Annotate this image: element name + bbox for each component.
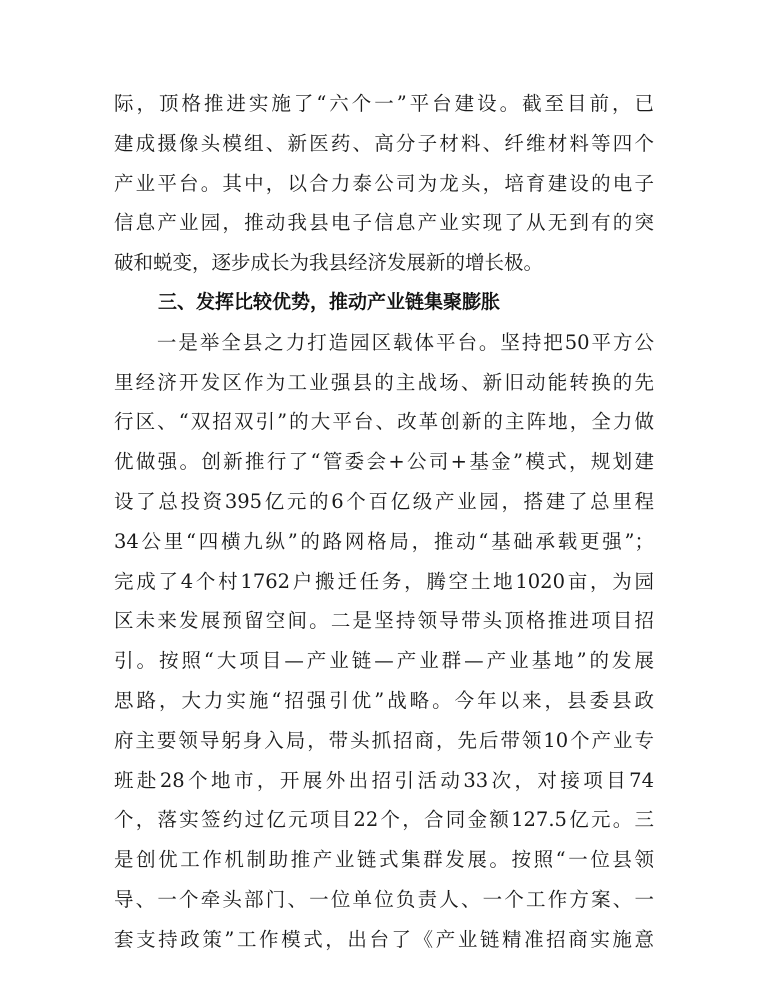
paragraph-line: 导、一个牵头部门、一位单位负责人、一个工作方案、一	[114, 887, 654, 911]
paragraph-line: 行区、“双招双引”的大平台、改革创新的主阵地，全力做	[114, 410, 654, 434]
paragraph-line: 产业平台。其中，以合力泰公司为龙头，培育建设的电子	[114, 171, 654, 195]
paragraph-line: 34公里“四横九纵”的路网格局，推动“基础承载更强”；	[114, 529, 654, 553]
section-heading: 三、发挥比较优势，推动产业链集聚膨胀	[158, 290, 501, 313]
paragraph-line: 完成了4个村1762户搬迁任务，腾空土地1020亩，为园	[114, 569, 654, 593]
paragraph-line: 信息产业园，推动我县电子信息产业实现了从无到有的突	[114, 211, 654, 235]
document-body	[114, 84, 654, 960]
paragraph-line: 区未来发展预留空间。二是坚持领导带头顶格推进项目招	[114, 609, 654, 633]
paragraph-line: 里经济开发区作为工业强县的主战场、新旧动能转换的先	[114, 370, 654, 394]
paragraph-line: 是创优工作机制助推产业链式集群发展。按照“一位县领	[114, 848, 654, 872]
paragraph-line: 引。按照“大项目—产业链—产业群—产业基地”的发展	[114, 649, 654, 673]
paragraph-line: 班赴28个地市，开展外出招引活动33次，对接项目74	[114, 768, 654, 792]
paragraph-line: 思路，大力实施“招强引优”战略。今年以来，县委县政	[114, 688, 654, 712]
paragraph-line: 破和蜕变，逐步成长为我县经济发展新的增长极。	[114, 251, 544, 275]
paragraph-line: 套支持政策”工作模式，出台了《产业链精准招商实施意	[114, 927, 654, 951]
paragraph-line: 一是举全县之力打造园区载体平台。坚持把50平方公	[114, 330, 654, 354]
paragraph-line: 府主要领导躬身入局，带头抓招商，先后带领10个产业专	[114, 728, 654, 752]
paragraph-line: 个，落实签约过亿元项目22个，合同金额127.5亿元。三	[114, 808, 654, 832]
paragraph-line: 设了总投资395亿元的6个百亿级产业园，搭建了总里程	[114, 489, 654, 513]
paragraph-line: 优做强。创新推行了“管委会+公司+基金”模式，规划建	[114, 450, 654, 474]
paragraph-line: 际，顶格推进实施了“六个一”平台建设。截至目前，已	[114, 92, 654, 115]
paragraph-line: 建成摄像头模组、新医药、高分子材料、纤维材料等四个	[114, 131, 654, 155]
